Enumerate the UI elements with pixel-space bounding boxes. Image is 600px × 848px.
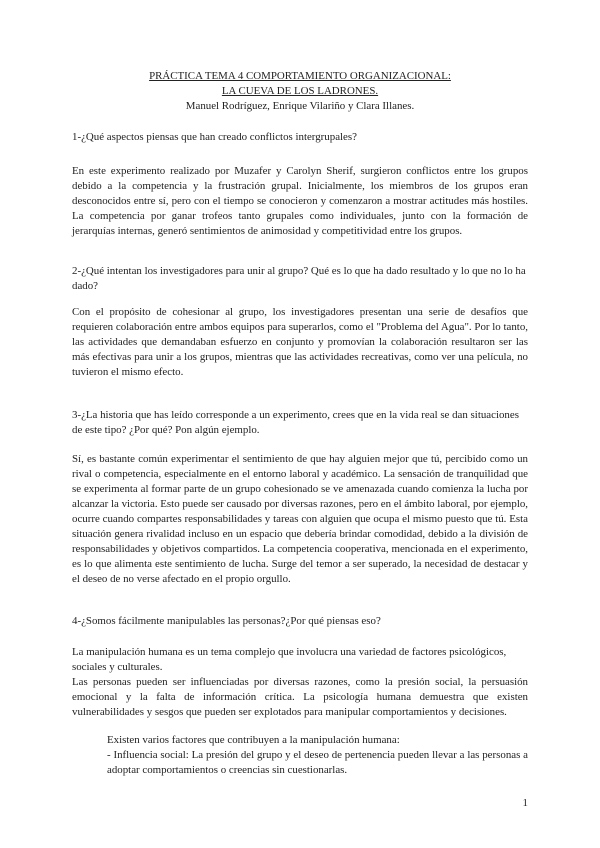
question-2: 2-¿Qué intentan los investigadores para unir al grupo? Qué es lo que ha dado resultado y lo que no lo ha dado? (72, 265, 526, 292)
answer-4-intro: La manipulación humana es un tema complejo que involucra una variedad de factores psicológicos, sociales y culturales. (72, 646, 507, 673)
question-4: 4-¿Somos fácilmente manipulables las personas?¿Por qué piensas eso? (72, 615, 381, 627)
answer-1: En este experimento realizado por Muzafer y Carolyn Sherif, surgieron conflictos entre los grupos debido a la competencia y la frustración grupal. Inicialmente, los miembros de los grupos eran desconocidos entre sí, pero con el tiempo se conocieron y comenzaron a mostrar actitudes más hostiles. La competencia por ganar trofeos tanto grupales como individuales, junto con la formación de jerarquías internas, generó sentimientos de animosidad y competitividad entre los grupos. (72, 165, 528, 237)
answer-2: Con el propósito de cohesionar al grupo, los investigadores presentan una serie de desafíos que requieren colaboración entre ambos equipos para superarlos, como el "Problema del Agua". Por lo tanto, las actividades que demandaban esfuerzo en conjunto y promovían la colaboración resultaron ser las más efectivas para unir a los grupos, mientras que las actividades recreativas, como ver una película, no tuvieron el mismo efecto. (72, 306, 528, 378)
factor-social-influence: - Influencia social: La presión del grupo y el deseo de pertenencia pueden llevar a las personas a adoptar comportamientos o creencias sin cuestionarlas. (107, 749, 528, 776)
question-3: 3-¿La historia que has leído corresponde a un experimento, crees que en la vida real se dan situaciones de este tipo? ¿Por qué? Pon algún ejemplo. (72, 409, 519, 436)
answer-4-body: Las personas pueden ser influenciadas por diversas razones, como la presión social, la persuasión emocional y la falta de información crítica. La psicología humana demuestra que existen vulnerabilidades y sesgos que pueden ser explotados para manipular comportamientos y decisiones. (72, 676, 528, 718)
factors-intro: Existen varios factores que contribuyen a la manipulación humana: (107, 734, 400, 746)
page-number: 1 (522, 797, 528, 809)
document-subtitle: LA CUEVA DE LOS LADRONES. (221, 85, 379, 97)
answer-3: Sí, es bastante común experimentar el sentimiento de que hay alguien mejor que tú, percibido como un rival o competencia, especialmente en el entorno laboral y académico. La sensación de tranquilidad que se experimenta al formar parte de un grupo cohesionado se ve amenazada cuando comienza la lucha por alcanzar la victoria. Esto puede ser causado por diversas razones, pero en el ámbito laboral, por ejemplo, ocurre cuando compartes responsabilidades y tareas con alguien que ocupa el mismo puesto que tú. Esta situación genera rivalidad incluso en un espacio que debería brindar comodidad, debido a la división de responsabilidades y objetivos compartidos. La competencia cooperativa, mencionada en el experimento, es lo que alimenta este sentimiento de lucha. Surge del temor a ser superado, la necesidad de destacar y el deseo de no verse afectado en el propio orgullo. (72, 453, 529, 585)
question-1: 1-¿Qué aspectos piensas que han creado conflictos intergrupales? (72, 131, 357, 143)
document-title: PRÁCTICA TEMA 4 COMPORTAMIENTO ORGANIZACIONAL: (149, 70, 451, 82)
document-authors: Manuel Rodríguez, Enrique Vilariño y Clara Illanes. (185, 100, 415, 112)
